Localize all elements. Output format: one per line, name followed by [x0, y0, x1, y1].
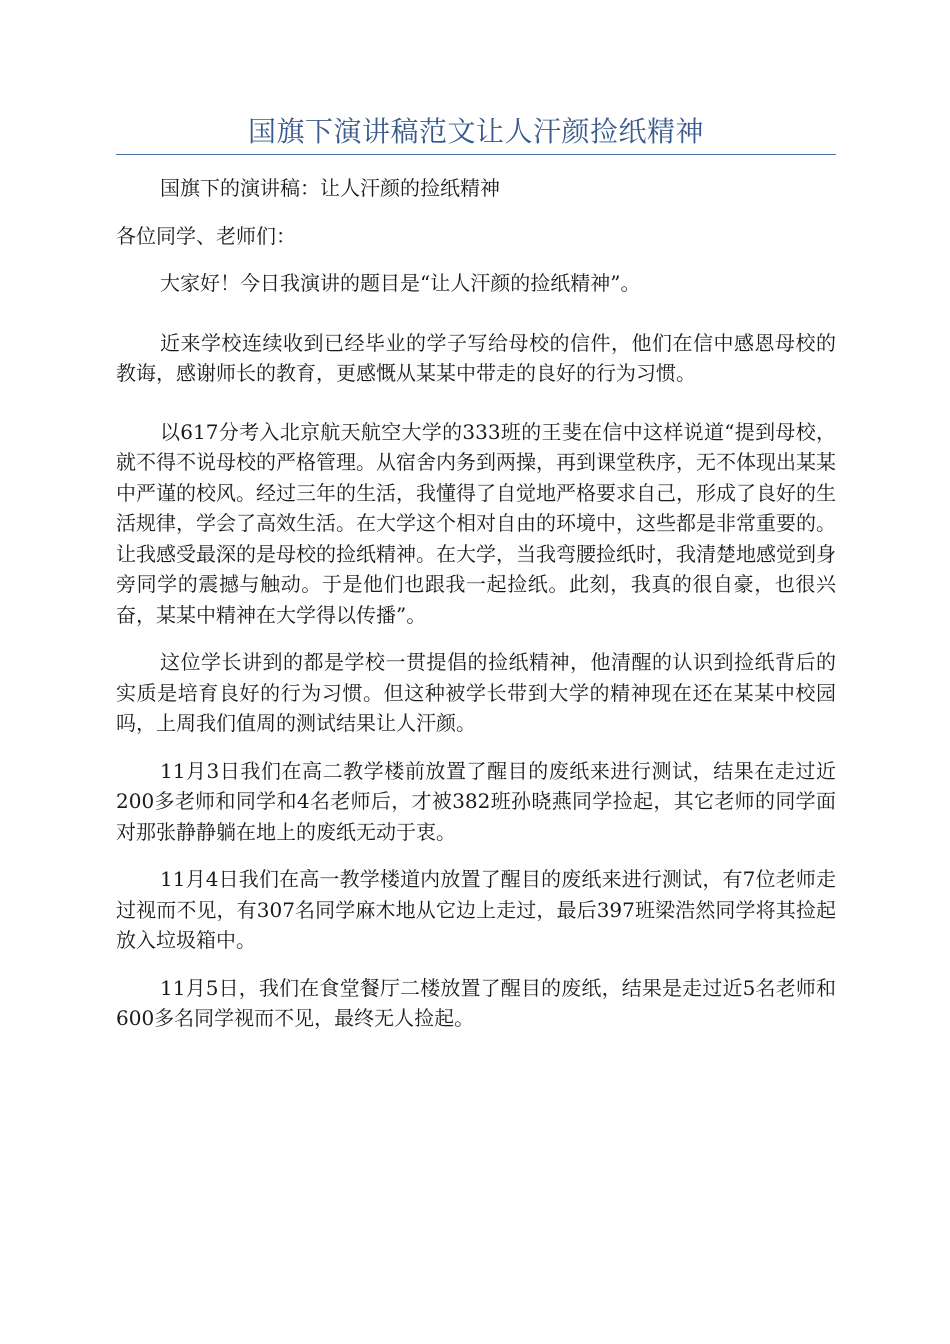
paragraph-quote: 以617分考入北京航天航空大学的333班的王斐在信中这样说道“提到母校，就不得不说母校的严格管理。从宿舍内务到两操，再到课堂秩序，无不体现出某某中严谨的校风。经过三年的生活，我懂得了自觉地严格要求自己，形成了良好的生活规律，学会了高效生活。在大学这个相对自由的环境中，这些都是非常重要的。让我感受最深的是母校的捡纸精神。在大学，当我弯腰捡纸时，我清楚地感觉到身旁同学的震撼与触动。于是他们也跟我一起捡纸。此刻，我真的很自豪，也很兴奋，某某中精神在大学得以传播”。: [116, 419, 836, 627]
paragraph-reflection: 这位学长讲到的都是学校一贯提倡的捡纸精神，他清醒的认识到捡纸背后的实质是培育良好的行为习惯。但这种被学长带到大学的精神现在还在某某中校园吗，上周我们值周的测试结果让人汗颜。: [116, 650, 836, 735]
document-title: 国旗下演讲稿范文让人汗颜捡纸精神: [247, 115, 704, 148]
title-underline: [116, 154, 836, 155]
paragraph-test-nov5: 11月5日，我们在食堂餐厅二楼放置了醒目的废纸，结果是走过近5名老师和600多名同学视而不见，最终无人捡起。: [116, 975, 836, 1030]
paragraph-greeting: 大家好！今日我演讲的题目是“让人汗颜的捡纸精神”。: [160, 271, 641, 295]
document-page: [116, 112, 836, 1051]
paragraph-test-nov4: 11月4日我们在高一教学楼道内放置了醒目的废纸来进行测试，有7位老师走过视而不见，有307名同学麻木地从它边上走过，最后397班梁浩然同学将其捡起放入垃圾箱中。: [116, 867, 836, 952]
paragraph-subtitle: 国旗下的演讲稿：让人汗颜的捡纸精神: [160, 176, 500, 200]
paragraph-letters: 近来学校连续收到已经毕业的学子写给母校的信件，他们在信中感恩母校的教诲，感谢师长的教育，更感慨从某某中带走的良好的行为习惯。: [116, 330, 836, 385]
paragraph-salutation: 各位同学、老师们：: [116, 223, 296, 248]
paragraph-test-nov3: 11月3日我们在高二教学楼前放置了醒目的废纸来进行测试，结果在走过近200多老师和同学和4名老师后，才被382班孙晓燕同学捡起，其它老师的同学面对那张静静躺在地上的废纸无动于衷。: [116, 758, 836, 844]
